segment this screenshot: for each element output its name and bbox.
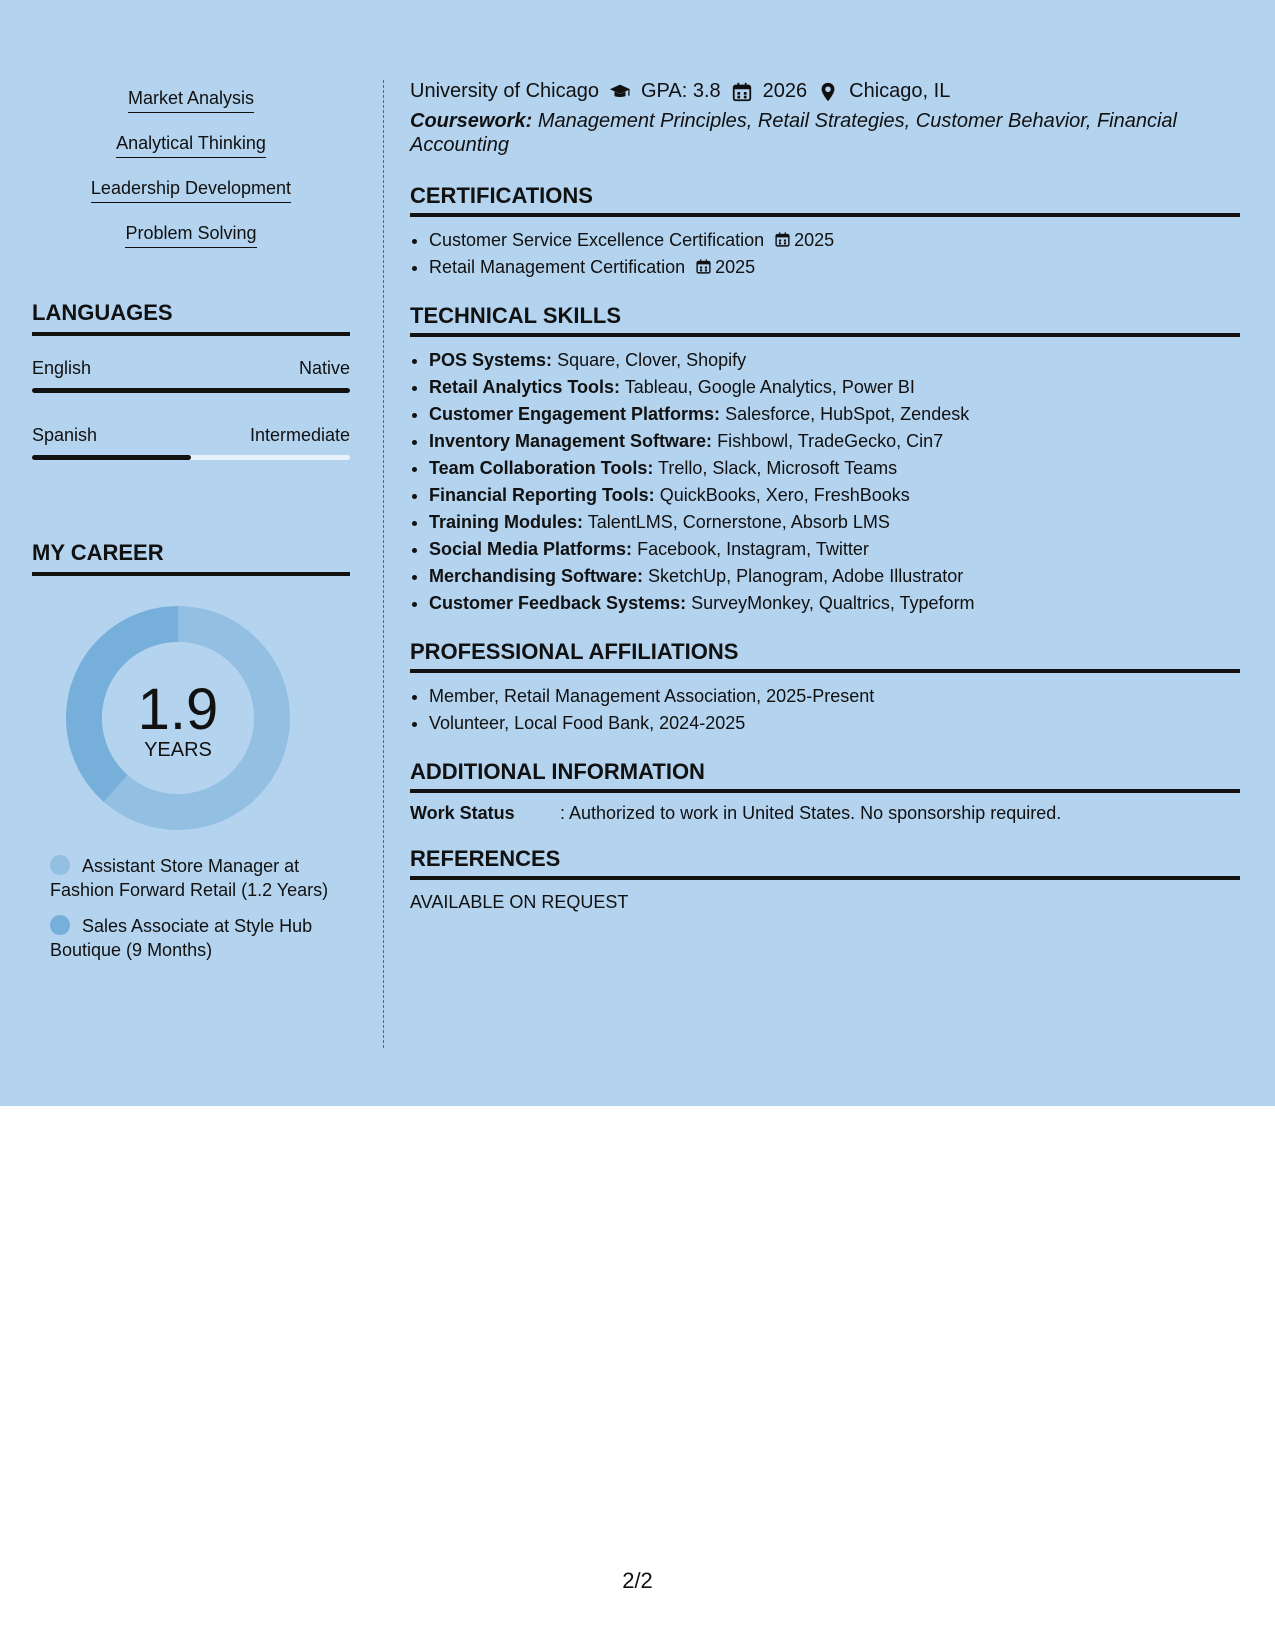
- graduation-year: 2026: [762, 80, 808, 102]
- school-location: Chicago, IL: [849, 80, 951, 102]
- certifications-list: [410, 227, 1240, 281]
- right-column: [410, 80, 1240, 913]
- language-item: [32, 425, 350, 460]
- references-text: AVAILABLE ON REQUEST: [410, 892, 629, 912]
- page-number: 2/2: [622, 1568, 653, 1593]
- calendar-icon: [695, 258, 712, 275]
- language-name: English: [32, 358, 92, 378]
- list-item: • Customer Service Excellence Certification 2025: [429, 227, 1240, 254]
- school-name: University of Chicago: [410, 80, 599, 102]
- references-heading: REFERENCES: [410, 846, 1240, 880]
- calendar-icon: [731, 81, 753, 103]
- legend-label: Assistant Store Manager at Fashion Forward Retail (1.2 Years): [50, 856, 329, 900]
- list-item: • Customer Feedback Systems: SurveyMonkey, Qualtrics, Typeform: [429, 590, 1240, 617]
- list-item: • Member, Retail Management Association, 2025-Present: [429, 683, 1240, 710]
- calendar-icon: [774, 231, 791, 248]
- technical-skills-heading: TECHNICAL SKILLS: [410, 303, 1240, 337]
- legend-dot-icon: [50, 915, 70, 935]
- work-status-label: Work Status: [410, 803, 515, 823]
- affiliations-heading: PROFESSIONAL AFFILIATIONS: [410, 639, 1240, 673]
- career-section: [32, 540, 350, 962]
- graduation-cap-icon: [609, 81, 631, 103]
- coursework-text: Management Principles, Retail Strategies, Customer Behavior, Financial Accounting: [410, 110, 1178, 156]
- career-unit: YEARS: [144, 739, 212, 761]
- skill-item: Market Analysis: [128, 88, 254, 113]
- list-item: • Inventory Management Software: Fishbowl, TradeGecko, Cin7: [429, 428, 1240, 455]
- list-item: • Customer Engagement Platforms: Salesforce, HubSpot, Zendesk: [429, 401, 1240, 428]
- certifications-heading: CERTIFICATIONS: [410, 183, 1240, 217]
- left-column: [32, 80, 350, 974]
- legend-item: [50, 914, 350, 962]
- list-item: • Merchandising Software: SketchUp, Planogram, Adobe Illustrator: [429, 563, 1240, 590]
- work-status-value: : Authorized to work in United States. No sponsorship required.: [560, 803, 1062, 823]
- list-item: • Retail Analytics Tools: Tableau, Google Analytics, Power BI: [429, 374, 1240, 401]
- additional-info-heading: ADDITIONAL INFORMATION: [410, 759, 1240, 793]
- coursework-label: Coursework:: [410, 110, 533, 132]
- career-legend: [32, 854, 350, 962]
- list-item: • Team Collaboration Tools: Trello, Slack, Microsoft Teams: [429, 455, 1240, 482]
- language-bar-fill: [32, 455, 191, 460]
- list-item: • Volunteer, Local Food Bank, 2024-2025: [429, 710, 1240, 737]
- legend-dot-icon: [50, 855, 70, 875]
- career-donut-chart: [32, 606, 350, 846]
- skill-item: Problem Solving: [125, 223, 256, 248]
- location-pin-icon: [817, 81, 839, 103]
- career-heading: MY CAREER: [32, 540, 350, 576]
- list-item: • Financial Reporting Tools: QuickBooks, Xero, FreshBooks: [429, 482, 1240, 509]
- language-name: Spanish: [32, 425, 98, 445]
- list-item: • Training Modules: TalentLMS, Cornerstone, Absorb LMS: [429, 509, 1240, 536]
- skill-item: Analytical Thinking: [116, 133, 266, 158]
- list-item: • Retail Management Certification 2025: [429, 254, 1240, 281]
- column-divider: [383, 80, 384, 1048]
- affiliations-list: [410, 683, 1240, 737]
- career-total: 1.9: [137, 677, 219, 742]
- list-item: • POS Systems: Square, Clover, Shopify: [429, 347, 1240, 374]
- language-level: Native: [298, 358, 350, 378]
- gpa: GPA: 3.8: [640, 80, 721, 102]
- language-item: [32, 358, 350, 393]
- languages-heading: LANGUAGES: [32, 300, 350, 336]
- language-bar: [32, 388, 350, 393]
- skill-item: Leadership Development: [91, 178, 291, 203]
- skills-list: [32, 80, 350, 260]
- education-line: [410, 80, 1240, 103]
- legend-label: Sales Associate at Style Hub Boutique (9 Months): [50, 916, 313, 960]
- legend-item: [50, 854, 350, 902]
- work-status: [410, 803, 1240, 824]
- languages-section: [32, 300, 350, 460]
- language-bar-fill: [32, 388, 350, 393]
- technical-skills-list: [410, 347, 1240, 617]
- language-level: Intermediate: [249, 425, 350, 445]
- language-bar: [32, 455, 350, 460]
- list-item: • Social Media Platforms: Facebook, Instagram, Twitter: [429, 536, 1240, 563]
- coursework: [410, 109, 1240, 157]
